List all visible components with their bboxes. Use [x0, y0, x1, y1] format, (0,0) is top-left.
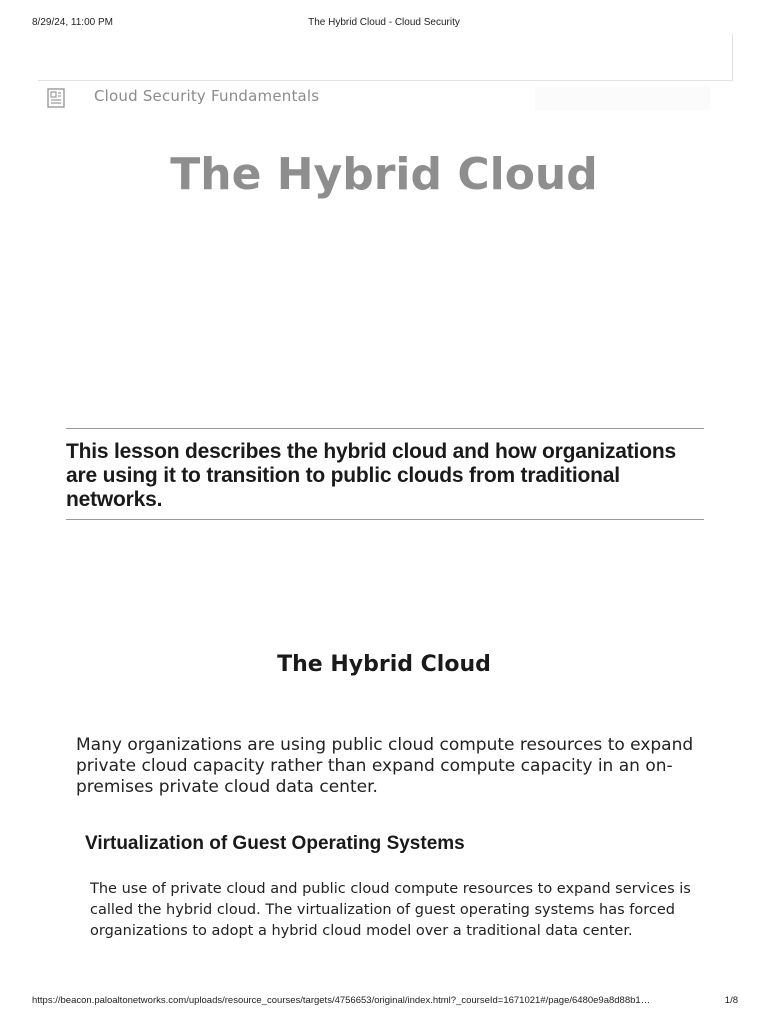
lesson-summary: This lesson describes the hybrid cloud and how organizations are using it to transition to public clouds from traditional networks. — [66, 440, 676, 511]
subsection-paragraph: The use of private cloud and public cloud compute resources to expand services is called the hybrid cloud. The virtualization of guest operating systems has forced organizations to adopt a hybrid cloud model over a traditional data center. — [90, 881, 691, 939]
course-bar — [38, 86, 733, 110]
print-url: https://beacon.paloaltonetworks.com/uploads/resource_courses/targets/4756653/original/index.html?_courseId=1671021#/page/6480e9a8d88b1… — [32, 995, 651, 1006]
subsection-heading: Virtualization of Guest Operating Systems — [85, 833, 465, 854]
section-paragraph: Many organizations are using public cloud compute resources to expand private cloud capacity rather than expand compute capacity in an on-premises private cloud data center. — [76, 735, 694, 797]
document-icon[interactable] — [47, 88, 65, 108]
divider-bottom — [66, 519, 704, 520]
print-header — [0, 17, 768, 31]
print-datetime: 8/29/24, 11:00 PM — [32, 17, 113, 28]
print-page-number: 1/8 — [724, 995, 738, 1006]
course-title-link[interactable]: Cloud Security Fundamentals — [94, 87, 320, 105]
header-placeholder — [535, 86, 710, 110]
print-page-title: The Hybrid Cloud - Cloud Security — [308, 17, 460, 28]
top-frame — [38, 34, 733, 81]
section-heading: The Hybrid Cloud — [277, 652, 491, 677]
lesson-title: The Hybrid Cloud — [170, 149, 598, 200]
divider-top — [66, 428, 704, 429]
print-footer — [0, 995, 768, 1009]
